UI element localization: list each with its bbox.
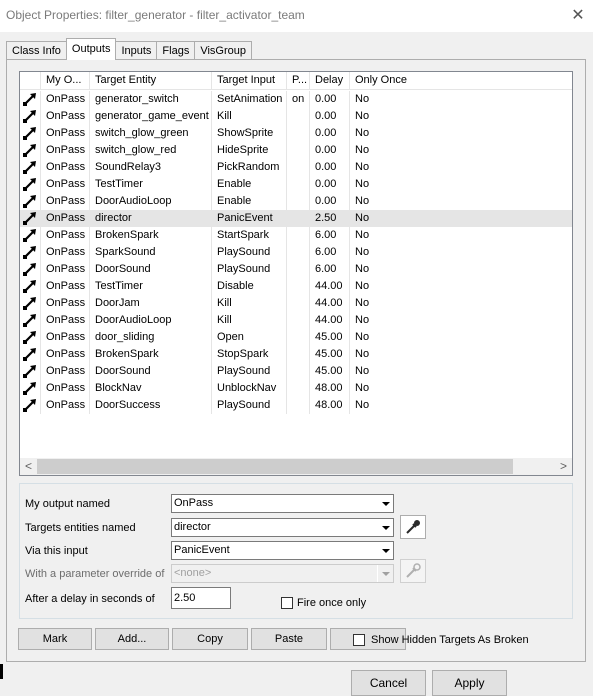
- output-name-combo[interactable]: [171, 494, 394, 513]
- text-cursor: [0, 664, 3, 679]
- delay-cell: 0.00: [310, 176, 350, 193]
- tab-strip: [6, 38, 251, 60]
- output-connection-icon: [22, 143, 38, 158]
- output-cell: OnPass: [41, 142, 90, 159]
- output-cell: OnPass: [41, 312, 90, 329]
- copy-button[interactable]: Copy: [172, 628, 248, 650]
- target-input-cell: Disable: [212, 278, 287, 295]
- delay-cell: 0.00: [310, 193, 350, 210]
- target-input-cell: Kill: [212, 108, 287, 125]
- parameter-cell: [287, 380, 310, 397]
- column-header-target-input[interactable]: Target Input: [212, 72, 287, 90]
- row-icon-cell: [20, 312, 41, 329]
- output-connection-icon: [22, 245, 38, 260]
- target-input-cell: PickRandom: [212, 159, 287, 176]
- output-connection-icon: [22, 330, 38, 345]
- output-connection-icon: [22, 347, 38, 362]
- mark-button[interactable]: Mark: [18, 628, 92, 650]
- target-entity-cell: switch_glow_green: [90, 125, 212, 142]
- pick-parameter-button: [400, 559, 426, 583]
- target-input-cell: Open: [212, 329, 287, 346]
- delay-cell: 0.00: [310, 142, 350, 159]
- parameter-cell: [287, 176, 310, 193]
- table-row[interactable]: [20, 261, 573, 278]
- only-once-cell: No: [355, 212, 370, 224]
- target-input-cell: StopSpark: [212, 346, 287, 363]
- row-icon-cell: [20, 108, 41, 125]
- delay-cell: 44.00: [310, 295, 350, 312]
- output-cell: OnPass: [41, 261, 90, 278]
- output-connection-icon: [22, 109, 38, 124]
- parameter-cell: [287, 125, 310, 142]
- target-entity-cell: DoorJam: [90, 295, 212, 312]
- tab-outputs[interactable]: Outputs: [66, 38, 117, 60]
- table-row[interactable]: [20, 142, 573, 159]
- parameter-cell: [287, 210, 310, 227]
- output-connection-icon: [22, 296, 38, 311]
- table-row[interactable]: [20, 108, 573, 125]
- only-once-cell: No: [355, 314, 370, 326]
- target-entity-cell: TestTimer: [90, 176, 212, 193]
- output-cell: OnPass: [41, 108, 90, 125]
- row-icon-cell: [20, 91, 41, 108]
- pick-entity-button[interactable]: [400, 515, 426, 539]
- only-once-cell: No: [355, 110, 370, 122]
- table-row[interactable]: [20, 295, 573, 312]
- fire-once-label: Fire once only: [297, 597, 367, 609]
- target-entity-cell: BrokenSpark: [90, 346, 212, 363]
- table-row[interactable]: [20, 176, 573, 193]
- target-entity-cell: DoorSound: [90, 261, 212, 278]
- table-row[interactable]: [20, 346, 573, 363]
- table-row[interactable]: [20, 125, 573, 142]
- tab-flags[interactable]: Flags: [156, 41, 195, 60]
- parameter-cell: [287, 142, 310, 159]
- show-hidden-checkbox[interactable]: [353, 634, 365, 646]
- target-entity-cell: BrokenSpark: [90, 227, 212, 244]
- paste-button[interactable]: Paste: [251, 628, 327, 650]
- target-entity-cell: DoorAudioLoop: [90, 193, 212, 210]
- output-connection-icon: [22, 92, 38, 107]
- output-connection-icon: [22, 364, 38, 379]
- target-entity-value: director: [174, 521, 211, 533]
- delay-cell: 48.00: [310, 397, 350, 414]
- scroll-left-icon[interactable]: <: [24, 459, 32, 473]
- row-icon-cell: [20, 380, 41, 397]
- row-icon-cell: [20, 346, 41, 363]
- target-entity-label: Targets entities named: [25, 522, 136, 534]
- output-cell: OnPass: [41, 210, 90, 227]
- delay-cell: 0.00: [310, 108, 350, 125]
- eyedropper-icon: [404, 562, 422, 580]
- parameter-cell: [287, 363, 310, 380]
- row-icon-cell: [20, 227, 41, 244]
- delay-cell: 45.00: [310, 363, 350, 380]
- only-once-cell: No: [355, 93, 370, 105]
- show-hidden-label: Show Hidden Targets As Broken: [371, 634, 529, 646]
- table-row[interactable]: [20, 227, 573, 244]
- delay-cell: 48.00: [310, 380, 350, 397]
- output-cell: OnPass: [41, 278, 90, 295]
- output-cell: OnPass: [41, 380, 90, 397]
- target-entity-cell: generator_game_event: [90, 108, 212, 125]
- parameter-cell: [287, 295, 310, 312]
- output-cell: OnPass: [41, 329, 90, 346]
- table-row[interactable]: [20, 312, 573, 329]
- row-icon-cell: [20, 278, 41, 295]
- horizontal-scrollbar[interactable]: [20, 458, 572, 475]
- chevron-down-icon[interactable]: [377, 542, 393, 559]
- target-input-cell: UnblockNav: [212, 380, 287, 397]
- only-once-cell: No: [355, 280, 370, 292]
- only-once-cell: No: [355, 178, 370, 190]
- target-input-combo[interactable]: [171, 541, 394, 560]
- target-entity-cell: switch_glow_red: [90, 142, 212, 159]
- target-entity-cell: SoundRelay3: [90, 159, 212, 176]
- row-icon-cell: [20, 210, 41, 227]
- chevron-down-icon: [377, 565, 393, 582]
- row-icon-cell: [20, 193, 41, 210]
- table-row[interactable]: [20, 363, 573, 380]
- output-cell: OnPass: [41, 363, 90, 380]
- target-entity-cell: DoorSound: [90, 363, 212, 380]
- output-cell: OnPass: [41, 227, 90, 244]
- output-connection-icon: [22, 398, 38, 413]
- parameter-cell: [287, 346, 310, 363]
- target-input-cell: StartSpark: [212, 227, 287, 244]
- target-input-value: PanicEvent: [174, 544, 230, 556]
- scrollbar-thumb[interactable]: [37, 459, 513, 474]
- delay-cell: 6.00: [310, 244, 350, 261]
- target-input-cell: PlaySound: [212, 363, 287, 380]
- only-once-cell: No: [355, 263, 370, 275]
- delay-input[interactable]: [171, 587, 231, 609]
- column-header-only-once[interactable]: Only Once: [355, 74, 407, 86]
- output-name-value: OnPass: [174, 497, 214, 509]
- column-header-parameter[interactable]: P...: [287, 72, 310, 90]
- parameter-cell: [287, 278, 310, 295]
- target-entity-cell: BlockNav: [90, 380, 212, 397]
- parameter-cell: [287, 312, 310, 329]
- table-row[interactable]: [20, 91, 573, 108]
- target-entity-combo[interactable]: [171, 518, 394, 537]
- target-input-cell: Kill: [212, 312, 287, 329]
- parameter-cell: [287, 261, 310, 278]
- target-input-cell: Kill: [212, 295, 287, 312]
- output-cell: OnPass: [41, 176, 90, 193]
- target-entity-cell: DoorSuccess: [90, 397, 212, 414]
- output-cell: OnPass: [41, 295, 90, 312]
- parameter-cell: [287, 397, 310, 414]
- target-entity-cell: SparkSound: [90, 244, 212, 261]
- parameter-value: <none>: [174, 567, 212, 579]
- column-header-my-output[interactable]: My O...: [41, 72, 90, 90]
- chevron-down-icon[interactable]: [377, 495, 393, 512]
- row-icon-cell: [20, 397, 41, 414]
- apply-button[interactable]: Apply: [432, 670, 507, 696]
- parameter-cell: [287, 329, 310, 346]
- only-once-cell: No: [355, 348, 370, 360]
- table-row[interactable]: [20, 397, 573, 414]
- output-cell: OnPass: [41, 193, 90, 210]
- delay-cell: 0.00: [310, 125, 350, 142]
- column-header-icon[interactable]: [20, 72, 41, 90]
- target-input-cell: ShowSprite: [212, 125, 287, 142]
- target-entity-cell: DoorAudioLoop: [90, 312, 212, 329]
- close-button[interactable]: [563, 0, 593, 30]
- parameter-cell: [287, 227, 310, 244]
- target-input-cell: PlaySound: [212, 397, 287, 414]
- target-input-label: Via this input: [25, 545, 88, 557]
- only-once-cell: No: [355, 229, 370, 241]
- target-input-cell: PlaySound: [212, 244, 287, 261]
- delay-cell: 44.00: [310, 278, 350, 295]
- table-row[interactable]: [20, 278, 573, 295]
- output-connection-icon: [22, 279, 38, 294]
- chevron-down-icon[interactable]: [377, 519, 393, 536]
- parameter-cell: on: [287, 91, 310, 108]
- output-cell: OnPass: [41, 159, 90, 176]
- delay-cell: 45.00: [310, 346, 350, 363]
- tab-visgroup[interactable]: VisGroup: [194, 41, 252, 60]
- tab-class-info[interactable]: Class Info: [6, 41, 67, 60]
- table-row[interactable]: [20, 329, 573, 346]
- output-connection-icon: [22, 228, 38, 243]
- only-once-cell: No: [355, 331, 370, 343]
- only-once-cell: No: [355, 161, 370, 173]
- output-connection-icon: [22, 194, 38, 209]
- row-icon-cell: [20, 295, 41, 312]
- target-entity-cell: TestTimer: [90, 278, 212, 295]
- parameter-label: With a parameter override of: [25, 568, 165, 580]
- target-input-cell: PanicEvent: [212, 210, 287, 227]
- table-row[interactable]: [20, 193, 573, 210]
- output-cell: OnPass: [41, 244, 90, 261]
- row-icon-cell: [20, 244, 41, 261]
- output-connection-icon: [22, 211, 38, 226]
- output-connection-icon: [22, 313, 38, 328]
- delay-value: 2.50: [174, 592, 196, 604]
- output-connection-icon: [22, 262, 38, 277]
- column-header-target-entity[interactable]: Target Entity: [90, 72, 212, 90]
- cancel-button[interactable]: Cancel: [351, 670, 426, 696]
- row-icon-cell: [20, 261, 41, 278]
- row-icon-cell: [20, 142, 41, 159]
- only-once-cell: No: [355, 195, 370, 207]
- only-once-cell: No: [355, 144, 370, 156]
- window-title: Object Properties: filter_generator - filter_activator_team: [6, 8, 305, 22]
- delay-label: After a delay in seconds of: [25, 593, 155, 605]
- delay-cell: 0.00: [310, 159, 350, 176]
- target-input-cell: Enable: [212, 176, 287, 193]
- row-icon-cell: [20, 125, 41, 142]
- target-input-cell: PlaySound: [212, 261, 287, 278]
- output-connection-icon: [22, 177, 38, 192]
- only-once-cell: No: [355, 382, 370, 394]
- row-icon-cell: [20, 159, 41, 176]
- table-row[interactable]: [20, 244, 573, 261]
- delay-cell: 6.00: [310, 227, 350, 244]
- target-entity-cell: door_sliding: [90, 329, 212, 346]
- row-icon-cell: [20, 176, 41, 193]
- delay-cell: 6.00: [310, 261, 350, 278]
- scroll-right-icon[interactable]: >: [559, 459, 567, 473]
- close-icon: ✕: [571, 7, 585, 24]
- parameter-cell: [287, 193, 310, 210]
- delay-cell: 45.00: [310, 329, 350, 346]
- parameter-cell: [287, 244, 310, 261]
- output-cell: OnPass: [41, 91, 90, 108]
- output-connection-icon: [22, 381, 38, 396]
- delay-cell: 44.00: [310, 312, 350, 329]
- delay-cell: 2.50: [310, 210, 350, 227]
- only-once-cell: No: [355, 246, 370, 258]
- outputs-list[interactable]: [19, 71, 573, 476]
- delay-cell: 0.00: [310, 91, 350, 108]
- row-icon-cell: [20, 363, 41, 380]
- only-once-cell: No: [355, 297, 370, 309]
- eyedropper-icon: [404, 518, 422, 536]
- parameter-cell: [287, 108, 310, 125]
- list-rows: [20, 91, 573, 414]
- only-once-cell: No: [355, 365, 370, 377]
- target-input-cell: Enable: [212, 193, 287, 210]
- only-once-cell: No: [355, 399, 370, 411]
- list-header: [20, 72, 573, 90]
- table-row[interactable]: [20, 159, 573, 176]
- title-bar: [0, 0, 593, 32]
- table-row[interactable]: [20, 380, 573, 397]
- parameter-cell: [287, 159, 310, 176]
- output-connection-icon: [22, 160, 38, 175]
- target-entity-cell: generator_switch: [90, 91, 212, 108]
- row-icon-cell: [20, 329, 41, 346]
- output-connection-icon: [22, 126, 38, 141]
- parameter-combo: [171, 564, 394, 583]
- fire-once-checkbox[interactable]: [281, 597, 293, 609]
- tab-inputs[interactable]: Inputs: [115, 41, 157, 60]
- output-name-label: My output named: [25, 498, 110, 510]
- column-header-delay[interactable]: Delay: [310, 72, 350, 90]
- output-cell: OnPass: [41, 397, 90, 414]
- table-row[interactable]: [20, 210, 573, 227]
- target-input-cell: SetAnimation: [212, 91, 287, 108]
- add-button[interactable]: Add...: [95, 628, 169, 650]
- output-cell: OnPass: [41, 125, 90, 142]
- output-cell: OnPass: [41, 346, 90, 363]
- only-once-cell: No: [355, 127, 370, 139]
- target-entity-cell: director: [90, 210, 212, 227]
- target-input-cell: HideSprite: [212, 142, 287, 159]
